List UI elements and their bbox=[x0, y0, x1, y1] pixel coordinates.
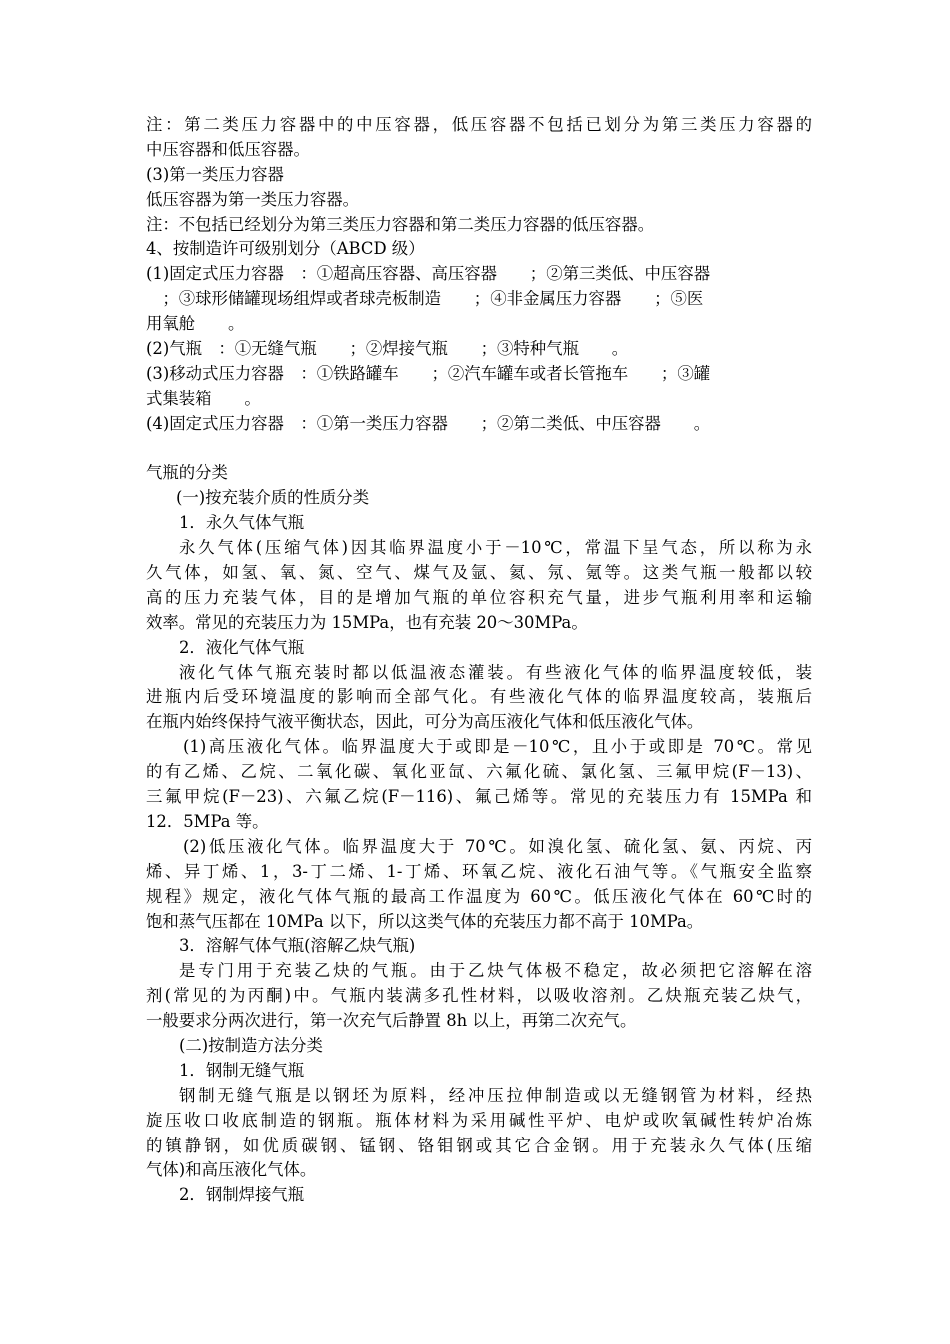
text-line: 的镇静钢，如优质碳钢、锰钢、铬钼钢或其它合金钢。用于充装永久气体(压缩 bbox=[146, 1135, 812, 1155]
text-line: 是专门用于充装乙炔的气瓶。由于乙炔气体极不稳定，故必须把它溶解在溶 bbox=[179, 961, 812, 981]
text-line: 注：第二类压力容器中的中压容器，低压容器不包括已划分为第三类压力容器的 bbox=[146, 115, 812, 134]
blank-line bbox=[146, 437, 812, 462]
text-line: 饱和蒸气压都在 10MPa 以下，所以这类气体的充装压力都不高于 10MPa。 bbox=[146, 911, 704, 931]
text-line: 进瓶内后受环境温度的影响而全部气化。有些液化气体的临界温度较高，装瓶后 bbox=[146, 687, 812, 707]
text-line: 一般要求分两次进行，第一次充气后静置 8h 以上，再第二次充气。 bbox=[146, 1011, 637, 1031]
text-line: 烯、异丁烯、1，3-丁二烯、1-丁烯、环氧乙烷、液化石油气等。《气瓶安全监察 bbox=[146, 861, 812, 881]
text-line: 低压容器为第一类压力容器。 bbox=[146, 189, 360, 209]
subsection-heading: 2．液化气体气瓶 bbox=[179, 637, 305, 657]
text-line: (2)低压液化气体。临界温度大于 70℃。如溴化氢、硫化氢、氨、丙烷、丙 bbox=[183, 836, 812, 856]
subsection-heading: (一)按充装介质的性质分类 bbox=[176, 488, 370, 508]
text-line: (1)固定式压力容器 ：①超高压容器、高压容器 ；②第三类低、中压容器 bbox=[146, 264, 711, 284]
subsection-heading: 1．钢制无缝气瓶 bbox=[179, 1060, 305, 1080]
text-line: 式集装箱 。 bbox=[146, 388, 261, 408]
text-line: 在瓶内始终保持气液平衡状态，因此，可分为高压液化气体和低压液化气体。 bbox=[146, 712, 704, 732]
text-line: (3)移动式压力容器 ：①铁路罐车 ；②汽车罐车或者长管拖车 ；③罐 bbox=[146, 363, 711, 383]
section-heading: 气瓶的分类 bbox=[146, 463, 228, 483]
subsection-heading: 1．永久气体气瓶 bbox=[179, 513, 305, 533]
text-line: 高的压力充装气体，目的是增加气瓶的单位容积充气量，进步气瓶利用率和运输 bbox=[146, 587, 812, 607]
text-line: (3)第一类压力容器 bbox=[146, 164, 284, 184]
text-line: 注：不包括已经划分为第三类压力容器和第二类压力容器的低压容器。 bbox=[146, 214, 655, 234]
section-heading: 4、按制造许可级别划分（ABCD 级） bbox=[146, 239, 425, 259]
text-line: (4)固定式压力容器 ：①第一类压力容器 ；②第二类低、中压容器 。 bbox=[146, 413, 711, 433]
text-line: 规程》规定，液化气体气瓶的最高工作温度为 60℃。低压液化气体在 60℃时的 bbox=[146, 886, 812, 906]
text-line: (1)高压液化气体。临界温度大于或即是－10℃，且小于或即是 70℃。常见 bbox=[183, 737, 812, 757]
text-line: 三氟甲烷(F－23)、六氟乙烷(F－116)、氟己烯等。常见的充装压力有 15MPa 和 bbox=[146, 787, 812, 807]
text-line: 永久气体(压缩气体)因其临界温度小于－10℃，常温下呈气态，所以称为永 bbox=[179, 538, 812, 558]
text-line: 用氧舱 。 bbox=[146, 314, 245, 334]
text-line: ；③球形储罐现场组焊或者球壳板制造 ；④非金属压力容器 ；⑤医 bbox=[146, 289, 704, 309]
text-line: 12．5MPa 等。 bbox=[146, 811, 269, 831]
text-line: 中压容器和低压容器。 bbox=[146, 139, 310, 159]
text-line: 液化气体气瓶充装时都以低温液态灌装。有些液化气体的临界温度较低，装 bbox=[179, 662, 812, 682]
text-line: 效率。常见的充装压力为 15MPa，也有充装 20～30MPa。 bbox=[146, 612, 588, 632]
text-line: 钢制无缝气瓶是以钢坯为原料，经冲压拉伸制造或以无缝钢管为材料，经热 bbox=[179, 1085, 812, 1105]
text-line: 久气体，如氢、氧、氮、空气、煤气及氩、氦、氖、氪等。这类气瓶一般都以较 bbox=[146, 563, 812, 583]
subsection-heading: 2．钢制焊接气瓶 bbox=[179, 1185, 305, 1205]
text-line: 旋压收口收底制造的钢瓶。瓶体材料为采用碱性平炉、电炉或吹氧碱性转炉冶炼 bbox=[146, 1110, 812, 1130]
text-line: (2)气瓶 ：①无缝气瓶 ；②焊接气瓶 ；③特种气瓶 。 bbox=[146, 339, 629, 359]
text-line: 剂(常见的为丙酮)中。气瓶内装满多孔性材料，以吸收溶剂。乙炔瓶充装乙炔气， bbox=[146, 986, 812, 1006]
document-body bbox=[146, 113, 812, 1208]
subsection-heading: (二)按制造方法分类 bbox=[179, 1035, 323, 1055]
text-line: 的有乙烯、乙烷、二氧化碳、氧化亚氙、六氟化硫、氯化氢、三氟甲烷(F－13)、 bbox=[146, 762, 812, 782]
subsection-heading: 3．溶解气体气瓶(溶解乙炔气瓶) bbox=[179, 936, 416, 956]
text-line: 气体)和高压液化气体。 bbox=[146, 1160, 317, 1180]
